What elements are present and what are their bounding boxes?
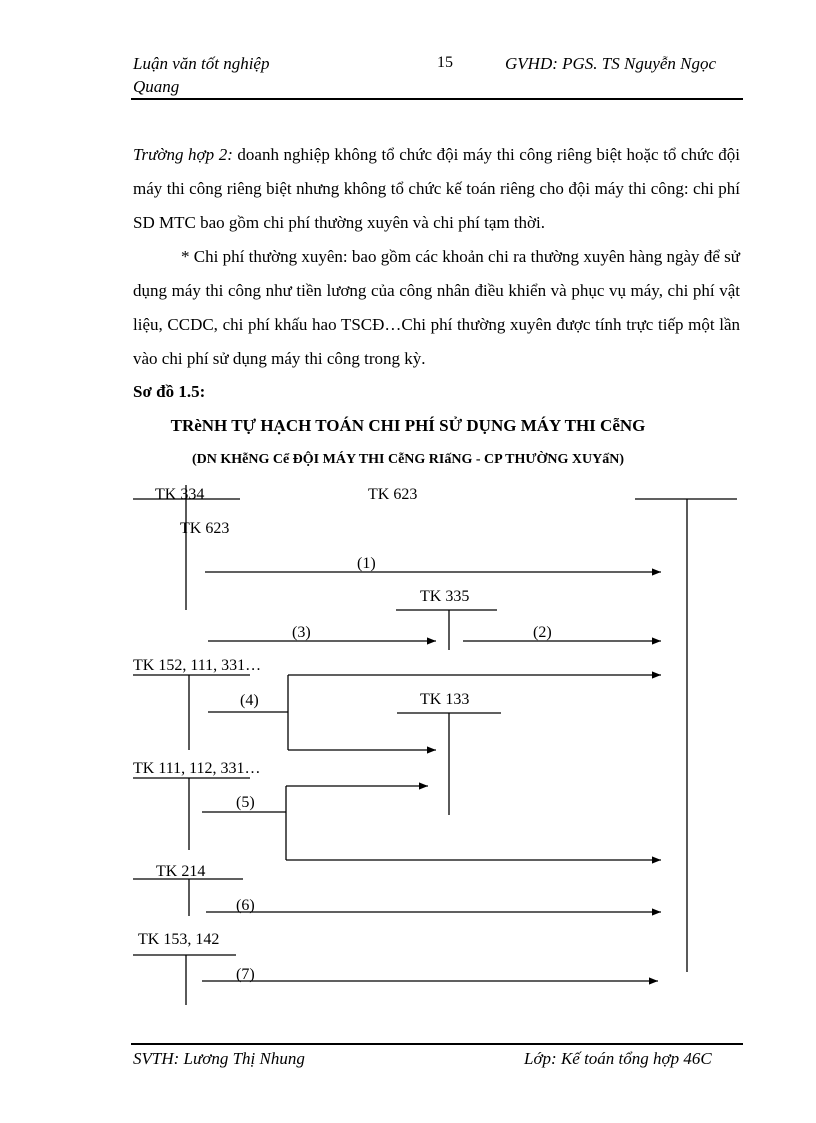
footer-rule [131,1043,743,1045]
footer-class: Lớp: Kế toán tổng hợp 46C [524,1049,712,1068]
tk133-label: TK 133 [420,691,470,708]
header-right-advisor: GVHD: PGS. TS Nguyễn Ngọc [505,54,717,73]
page-number: 15 [437,54,453,71]
step-3-label: (3) [292,624,311,641]
tk153-label: TK 153, 142 [138,931,220,948]
step-7-label: (7) [236,966,255,983]
step-4-label: (4) [240,692,259,709]
tk214-label: TK 214 [156,863,206,880]
diagram-subtitle: (DN KHễNG Cể ĐỘI MÁY THI CễNG RIấNG - CP THƯỜNG XUYấN) [191,452,625,467]
step-1-label: (1) [357,555,376,572]
tk334-label: TK 334 [155,486,205,503]
step-6-label: (6) [236,897,255,914]
diagram-title: TRèNH TỰ HẠCH TOÁN CHI PHÍ SỬ DỤNG MÁY THI CễNG [170,416,646,435]
tk623-label: TK 623 [368,486,418,503]
case-2-label: Trường hợp 2: [133,145,233,164]
tk335-label: TK 335 [420,588,470,605]
tk152-label: TK 152, 111, 331… [133,657,262,674]
header-left-title-cont: Quang [133,77,180,96]
step-5-label: (5) [236,794,255,811]
diagram-label: Sơ đồ 1.5: [133,382,206,401]
case-2-text: doanh nghiệp không tổ chức đội máy thi công riêng biệt hoặc tổ chức đội máy thi công riêng biệt nhưng không tổ chức kế toán riêng cho đội máy thi công: chi phí SD MTC bao gồm chi phí thường xuyên và chi phí tạm thời. [133,145,740,232]
footer-student: SVTH: Lương Thị Nhung [133,1049,305,1068]
step-2-label: (2) [533,624,552,641]
header-left-title: Luận văn tốt nghiệp [133,54,270,73]
paragraph-regular-costs: * Chi phí thường xuyên: bao gồm các khoản chi ra thường xuyên hàng ngày để sử dụng máy thi công như tiền lương của công nhân điều khiển và phục vụ máy, chi phí vật liệu, CCDC, chi phí khấu hao TSCĐ…Chi phí thường xuyên được tính trực tiếp một lần vào chi phí sử dụng máy thi công trong kỳ. [133,247,740,368]
tk623-inner-label: TK 623 [180,520,230,537]
tk111-label: TK 111, 112, 331… [133,760,261,777]
